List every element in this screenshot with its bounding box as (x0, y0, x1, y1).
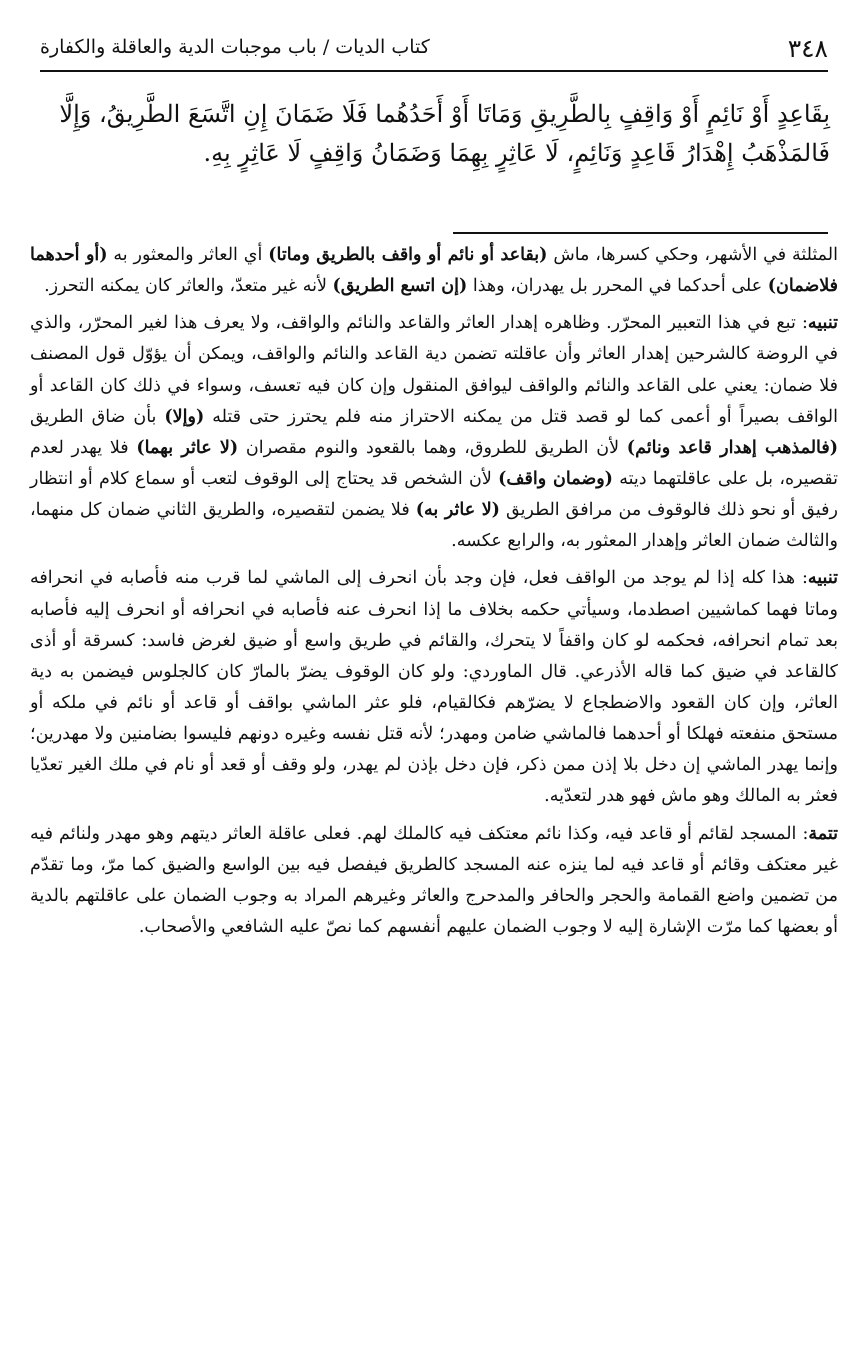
matn-quote: تنبيه (807, 313, 838, 334)
commentary-text: لأنه غير متعدّ، والعاثر كان يمكنه التحرز. (44, 276, 333, 297)
commentary (30, 240, 838, 947)
matn-quote: (وإلا) (164, 406, 205, 427)
matn-quote: تنبيه (807, 568, 838, 589)
commentary-paragraph (30, 308, 838, 557)
commentary-text: : هذا كله إذا لم يوجد من الواقف فعل، فإن وجد بأن انحرف إلى الماشي لما قرب منه فأصابه في انحرافه وماتا فهما كماشيين اصطدما، وسيأتي حكمه بخلاف ما إذا انحرف عنه فأصابه في انحرافه أو انحرف إليه فأصابه بعد تمام انحرافه، فحكمه لو كان واقفاً لا يتحرك، والقائم في طريق واسع أو ضيق لغرض فاسد: كسرقة أو أذى كالقاعد في ضيق كما قاله الأذرعي. قال الماوردي: ولو كان الوقوف يضرّ بالمارّ كان كالجلوس فيضمن به دية العاثر، وإن كان القعود والاضطجاع لا يضرّهم فكالقيام، فلو عثر الماشي بواقف أو قاعد أو نائم في ملكه أو مستحق منفعته فهلكا أو أحدهما فالماشي ضامن ومهدر؛ لأنه قتل نفسه وغيره دونهم فليسوا بضامنين ولا مهدرين؛ وإنما يهدر الماشي إن دخل بلا إذن ممن ذكر، فإن دخل بإذن لم يهدر، ولو وقف أو قعد أو نام في ملك الغير تعدّيا فعثر به المالك وهو ماش فهو هدر لتعدّيه. (30, 568, 838, 807)
matn-quote: (إن اتسع الطريق) (332, 276, 468, 297)
commentary-text: : المسجد لقائم أو قاعد فيه، وكذا نائم معتكف فيه كالملك لهم. فعلى عاقلة العاثر ديتهم وهو مهدر ولنائم فيه غير معتكف وقائم أو قاعد فيه لما ينزه عنه المسجد كالطريق فيفصل فيه بين الواسع والضيق كما مرّ، وما تقدّم من تضمين واضع القمامة والحجر والحافر والمدحرج والعاثر وغيرهم المراد به وجوب الضمان على عاقلتهم بالدية أو بعضها كما مرّت الإشارة إليه لا وجوب الضمان عليهم أنفسهم كما نصّ عليه الشافعي والأصحاب. (30, 823, 838, 937)
matn-quote: (بقاعد أو نائم أو واقف بالطريق وماتا) (268, 245, 548, 265)
matn-quote: (لا عاثر به) (415, 500, 500, 521)
commentary-paragraph (30, 240, 838, 302)
commentary-text: لأن الشخص قد يحتاج إلى الوقوف لتعب أو سماع كلام أو انتظار رفيق أو نحو ذلك فالوقوف من مرافق الطريق (30, 468, 838, 521)
commentary-text: بأن ضاق الطريق (30, 406, 165, 427)
page-header (40, 30, 828, 72)
main-text-line: بِقَاعِدٍ أَوْ نَائِمٍ أَوْ وَاقِفٍ بِالطَّرِيقِ وَمَاتَا أَوْ أَحَدُهُما فَلَا ضَمَانَ إِنِ اتَّسَعَ الطَّرِيقُ، وَإِلَّا (59, 100, 830, 128)
commentary-text: فلا يهدر لعدم تقصيره، بل على عاقلتهما ديته (30, 437, 838, 489)
page-number: ٣٤٨ (787, 34, 828, 63)
running-title: كتاب الديات / باب موجبات الدية والعاقلة والكفارة (40, 36, 430, 58)
main-text (38, 95, 830, 173)
commentary-paragraph (30, 819, 838, 944)
separator-rule (453, 232, 828, 234)
commentary-text: فلا يضمن لتقصيره، والطريق الثاني ضمان كل منهما، والثالث ضمان العاثر وإهدار المعثور به، والرابع عكسه. (30, 500, 838, 552)
matn-quote: (فالمذهب إهدار قاعد ونائم) (626, 437, 838, 458)
commentary-text: : تبع في هذا التعبير المحرّر. وظاهره إهدار العاثر والقاعد والنائم والواقف، ولا يعرف هذا لغير المحرّر، والذي في الروضة كالشرحين إهدار العاثر وأن عاقلته تضمن دية القاعد والنائم والواقف، ويمكن أن يؤوّل قول المصنف فلا ضمان: يعني على القاعد والنائم والواقف ليوافق المنقول وإن كان فيه تعسف، وسواء في ذلك كان القاعد أو الواقف بصيراً أو أعمى كما لو قصد قتل من يمكنه الاحتراز منه فلم يحترز حتى قتله (30, 313, 838, 427)
commentary-paragraph (30, 563, 838, 812)
matn-quote: تتمة (808, 823, 838, 844)
matn-quote: (لا عاثر بهما) (136, 437, 239, 458)
matn-quote: (أو أحدهما فلاضمان) (30, 245, 838, 297)
commentary-text: لأن الطريق للطروق، وهما بالقعود والنوم مقصران (238, 437, 627, 458)
commentary-text: على أحدكما في المحرر بل يهدران، وهذا (467, 276, 768, 297)
main-text-line: فَالمَذْهَبُ إِهْدَارُ قَاعِدٍ وَنَائِمٍ، لَا عَاثِرٍ بِهِمَا وَضَمَانُ وَاقِفٍ لَا عَاثِرٍ بِهِ. (203, 138, 830, 167)
commentary-text: أي العاثر والمعثور به (107, 245, 269, 265)
matn-quote: (وضمان واقف) (498, 468, 613, 489)
commentary-text: المثلثة في الأشهر، وحكي كسرها، ماش (547, 245, 838, 265)
